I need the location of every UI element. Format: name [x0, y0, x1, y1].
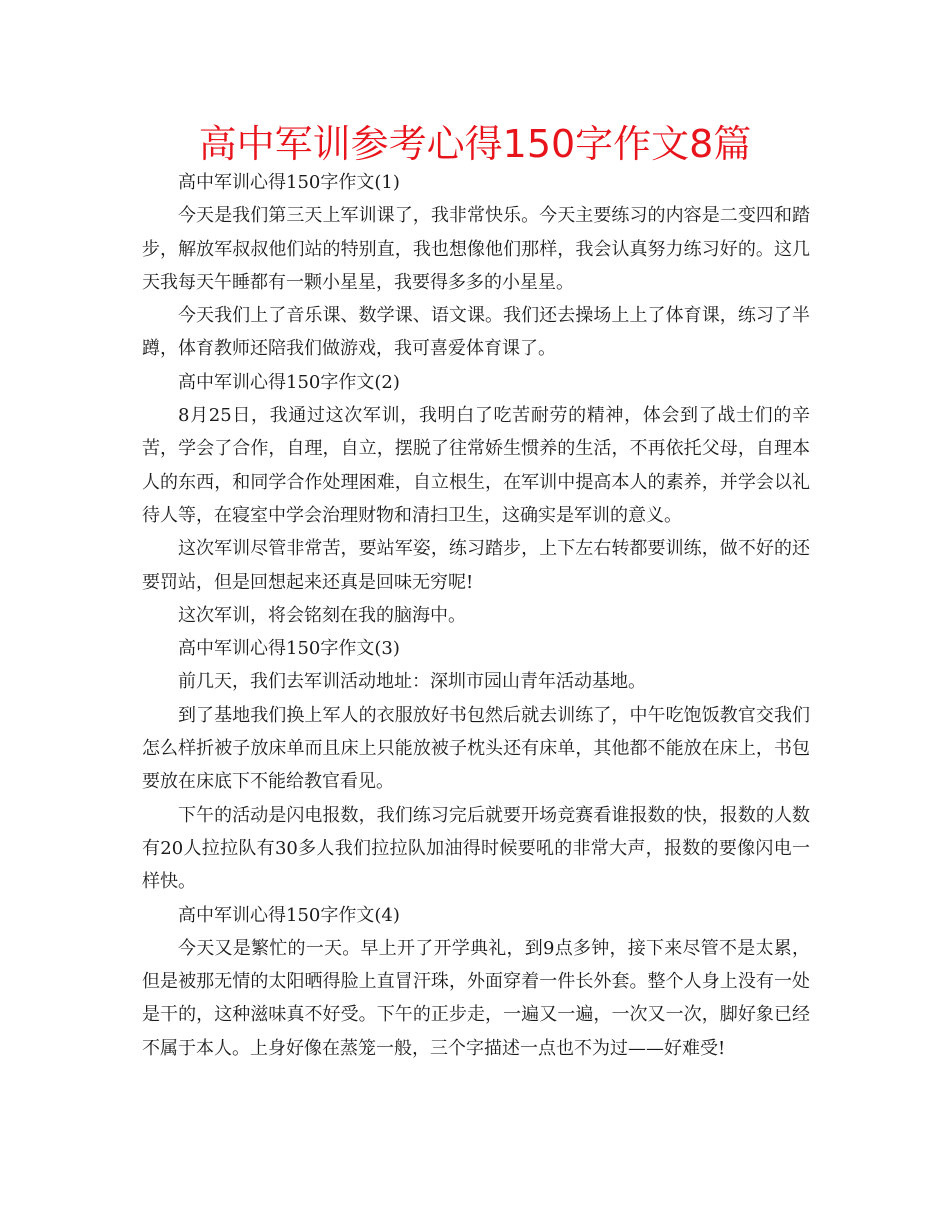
paragraph: 下午的活动是闪电报数，我们练习完后就要开场竞赛看谁报数的快，报数的人数有20人拉拉队有30多人我们拉拉队加油得时候要吼的非常大声，报数的要像闪电一样快。 [142, 804, 810, 893]
section-heading-2: 高中军训心得150字作文(2) [178, 371, 400, 393]
paragraph: 8月25日，我通过这次军训，我明白了吃苦耐劳的精神，体会到了战士们的辛苦，学会了合作，自理，自立，摆脱了往常娇生惯养的生活，不再依托父母，自理本人的东西，和同学合作处理困难，自立根生，在军训中提高本人的素养，并学会以礼待人等，在寝室中学会治理财物和清扫卫生，这确实是军训的意义。 [142, 405, 810, 526]
paragraph: 今天我们上了音乐课、数学课、语文课。我们还去操场上上了体育课，练习了半蹲，体育教师还陪我们做游戏，我可喜爱体育课了。 [142, 305, 810, 360]
paragraph: 今天又是繁忙的一天。早上开了开学典礼，到9点多钟，接下来尽管不是太累，但是被那无情的太阳晒得脸上直冒汗珠，外面穿着一件长外套。整个人身上没有一处是干的，这种滋味真不好受。下午的正步走，一遍又一遍，一次又一次，脚好象已经不属于本人。上身好像在蒸笼一般，三个字描述一点也不为过——好难受! [142, 937, 810, 1059]
paragraph: 前几天，我们去军训活动地址：深圳市园山青年活动基地。 [178, 671, 646, 693]
document-body [142, 166, 810, 1065]
paragraph: 这次军训尽管非常苦，要站军姿，练习踏步，上下左右转都要训练，做不好的还要罚站，但是回想起来还真是回味无穷呢! [142, 538, 810, 593]
section-heading-3: 高中军训心得150字作文(3) [178, 638, 400, 660]
paragraph: 到了基地我们换上军人的衣服放好书包然后就去训练了，中午吃饱饭教官交我们怎么样折被子放床单而且床上只能放被子枕头还有床单，其他都不能放在床上，书包要放在床底下不能给教官看见。 [142, 704, 810, 793]
paragraph: 今天是我们第三天上军训课了，我非常快乐。今天主要练习的内容是二变四和踏步，解放军叔叔他们站的特别直，我也想像他们那样，我会认真努力练习好的。这几天我每天午睡都有一颗小星星，我要得多多的小星星。 [142, 205, 810, 293]
section-heading-4: 高中军训心得150字作文(4) [178, 904, 400, 926]
section-heading-1: 高中军训心得150字作文(1) [178, 172, 400, 193]
document-title: 高中军训参考心得150字作文8篇 [198, 122, 752, 166]
paragraph: 这次军训，将会铭刻在我的脑海中。 [178, 604, 466, 626]
